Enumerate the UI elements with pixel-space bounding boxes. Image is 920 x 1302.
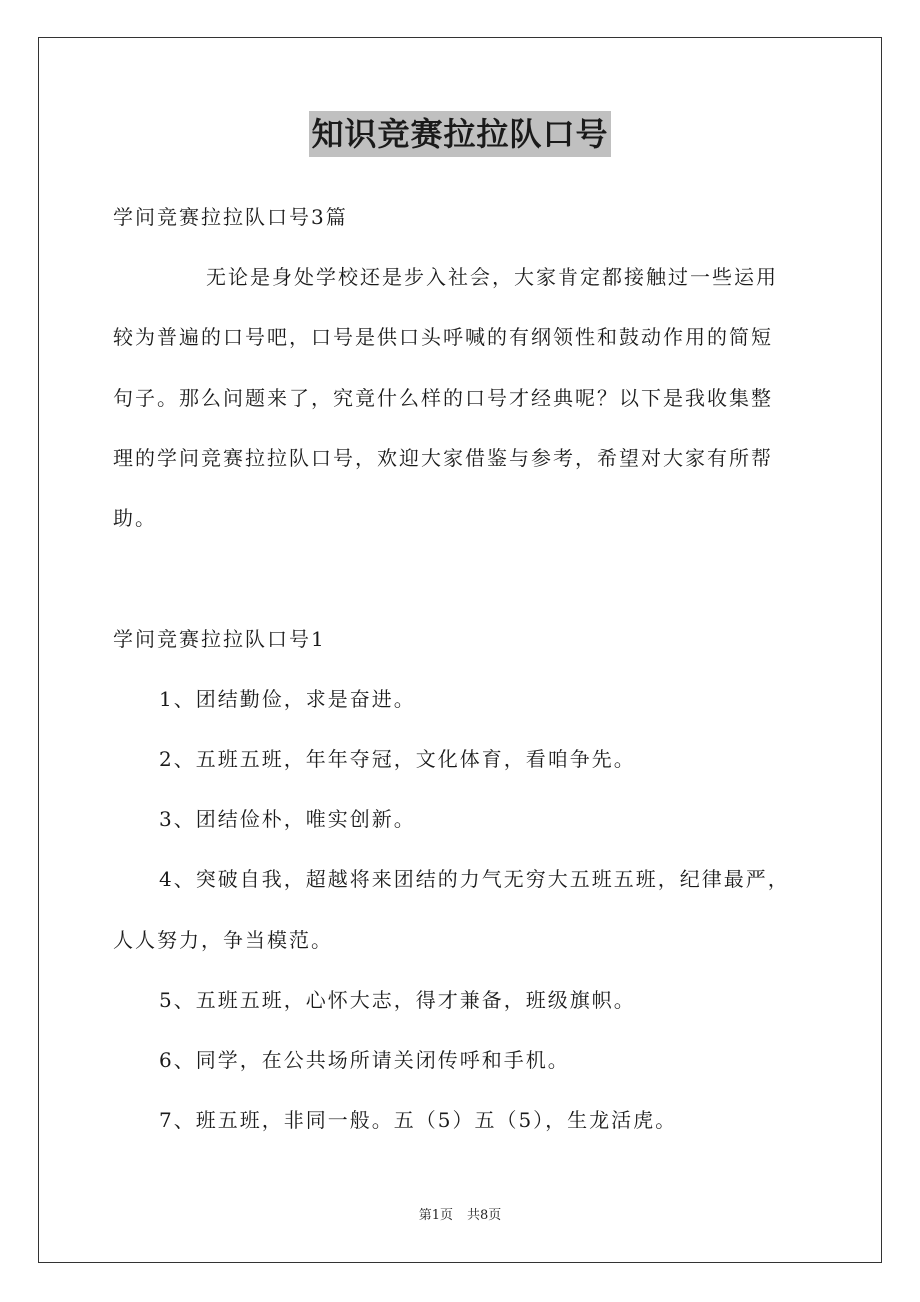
slogan-item: 3、团结俭朴，唯实创新。 [159, 807, 416, 831]
slogan-item: 1、团结勤俭，求是奋进。 [159, 687, 416, 711]
slogan-item: 6、同学，在公共场所请关闭传呼和手机。 [159, 1048, 570, 1072]
section-heading: 学问竞赛拉拉队口号1 [113, 627, 326, 651]
intro-line: 助。 [113, 506, 157, 530]
intro-line: 句子。那么问题来了，究竟什么样的口号才经典呢？以下是我收集整 [113, 386, 773, 410]
intro-line: 较为普遍的口号吧，口号是供口头呼喊的有纲领性和鼓动作用的简短 [113, 325, 773, 349]
document-subtitle: 学问竞赛拉拉队口号3篇 [113, 205, 348, 229]
document-title: 知识竞赛拉拉队口号 [309, 111, 610, 157]
intro-line: 理的学问竞赛拉拉队口号，欢迎大家借鉴与参考，希望对大家有所帮 [113, 446, 773, 470]
slogan-item-continuation: 人人努力，争当模范。 [113, 928, 333, 952]
document-title-wrapper [0, 111, 920, 157]
page-number: 第1页 [418, 1208, 453, 1223]
page-footer [0, 1208, 920, 1224]
slogan-item: 2、五班五班，年年夺冠，文化体育，看咱争先。 [159, 747, 636, 771]
intro-line: 无论是身处学校还是步入社会，大家肯定都接触过一些运用 [206, 265, 778, 289]
page-total: 共8页 [467, 1208, 502, 1223]
slogan-item: 7、班五班，非同一般。五（5）五（5），生龙活虎。 [159, 1108, 678, 1132]
slogan-item: 5、五班五班，心怀大志，得才兼备，班级旗帜。 [159, 988, 636, 1012]
slogan-item: 4、突破自我，超越将来团结的力气无穷大五班五班，纪律最严， [159, 867, 790, 891]
